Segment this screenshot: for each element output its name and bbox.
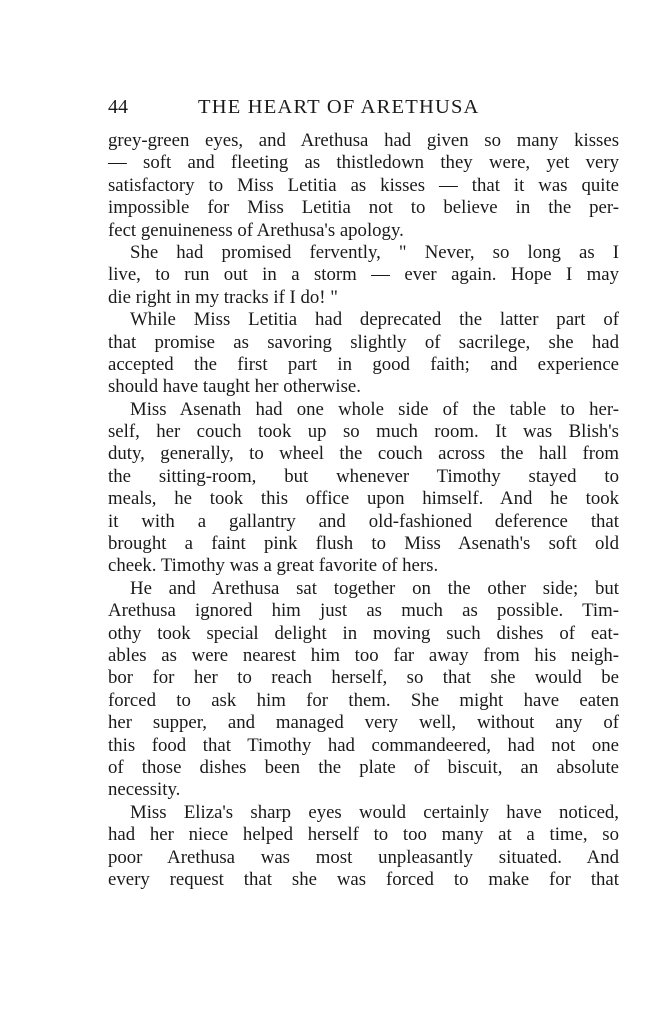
text-line: necessity. (108, 779, 181, 801)
text-line: it with a gallantry and old-fashioned deference that (108, 510, 619, 532)
text-line: grey-green eyes, and Arethusa had given so many kisses (108, 130, 619, 151)
text-line: While Miss Letitia had deprecated the latter part of (130, 309, 619, 331)
text-line: of those dishes been the plate of biscuit, an absolute (108, 756, 619, 778)
text-line: meals, he took this office upon himself. And he took (108, 488, 619, 510)
text-line: othy took special delight in moving such dishes of eat- (108, 622, 619, 644)
text-line: He and Arethusa sat together on the other side; but (130, 577, 619, 599)
text-line: duty, generally, to wheel the couch across the hall from (108, 443, 619, 465)
text-line: should have taught her otherwise. (108, 376, 361, 398)
text-line: that promise as savoring slightly of sacrilege, she had (108, 331, 619, 353)
running-title: THE HEART OF ARETHUSA (198, 96, 480, 118)
text-line: had her niece helped herself to too many at a time, so (108, 824, 619, 846)
text-line: brought a faint pink flush to Miss Asenath's soft old (108, 533, 619, 555)
text-line: ables as were nearest him too far away from his neigh- (108, 644, 619, 666)
text-line: Miss Asenath had one whole side of the table to her- (130, 398, 619, 420)
text-line: impossible for Miss Letitia not to believe in the per- (108, 197, 619, 219)
text-line: self, her couch took up so much room. It was Blish's (108, 421, 619, 443)
text-line: fect genuineness of Arethusa's apology. (108, 219, 404, 241)
text-line: this food that Timothy had commandeered, had not one (108, 734, 619, 756)
text-line: her supper, and managed very well, without any of (108, 712, 619, 734)
text-line: satisfactory to Miss Letitia as kisses — that it was quite (108, 174, 619, 196)
running-head (108, 92, 619, 122)
text-line: every request that she was forced to make for that (108, 868, 619, 890)
text-line: Miss Eliza's sharp eyes would certainly have noticed, (130, 801, 619, 823)
body-text (108, 130, 619, 891)
text-line: She had promised fervently, " Never, so long as I (130, 241, 619, 263)
page-number: 44 (108, 96, 128, 118)
text-line: live, to run out in a storm — ever again. Hope I may (108, 264, 619, 286)
text-line: bor for her to reach herself, so that she would be (108, 667, 619, 689)
text-line: the sitting-room, but whenever Timothy stayed to (108, 465, 619, 487)
text-line: — soft and fleeting as thistledown they were, yet very (108, 152, 619, 174)
text-line: Arethusa ignored him just as much as possible. Tim- (108, 600, 619, 622)
text-line: cheek. Timothy was a great favorite of hers. (108, 555, 439, 577)
text-line: accepted the first part in good faith; and experience (108, 353, 619, 375)
text-line: poor Arethusa was most unpleasantly situated. And (108, 846, 619, 868)
text-line: die right in my tracks if I do! " (108, 286, 338, 308)
book-page (108, 92, 619, 891)
text-line: forced to ask him for them. She might have eaten (108, 689, 619, 711)
